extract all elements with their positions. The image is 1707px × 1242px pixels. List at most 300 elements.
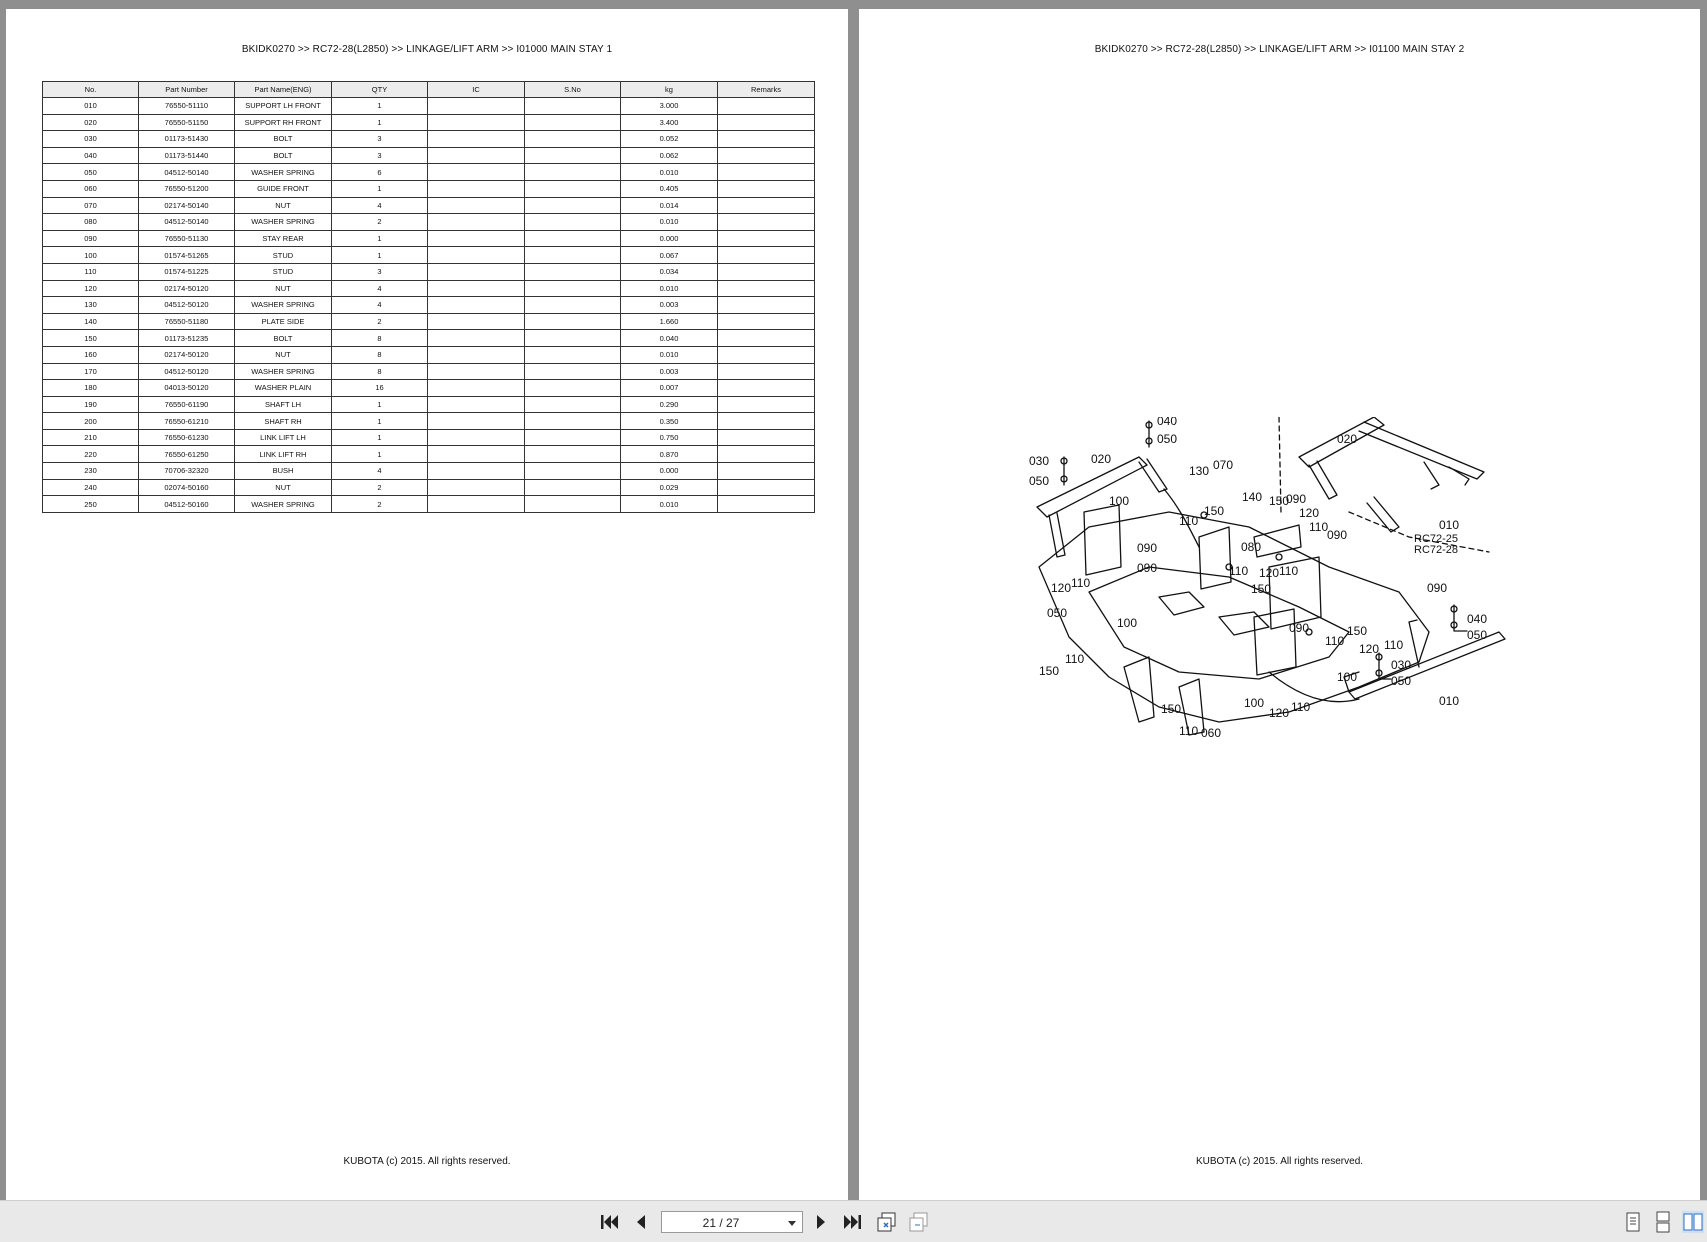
- table-cell: 1: [332, 413, 428, 430]
- callout-labels: [1029, 417, 1487, 740]
- table-cell: [718, 164, 815, 181]
- table-cell: 04512-50160: [139, 496, 235, 513]
- table-cell: 060: [43, 180, 139, 197]
- table-cell: [428, 280, 525, 297]
- table-cell: 090: [43, 230, 139, 247]
- svg-text:150: 150: [1347, 624, 1368, 638]
- table-cell: 190: [43, 396, 139, 413]
- svg-text:090: 090: [1137, 561, 1158, 575]
- page-number-select[interactable]: [661, 1211, 803, 1233]
- table-cell: 0.034: [621, 263, 718, 280]
- table-cell: 6: [332, 164, 428, 181]
- table-cell: 02174-50140: [139, 197, 235, 214]
- table-row: [43, 147, 815, 164]
- table-cell: 0.405: [621, 180, 718, 197]
- table-cell: 1: [332, 114, 428, 131]
- svg-text:110: 110: [1279, 564, 1299, 578]
- svg-text:050: 050: [1391, 674, 1412, 688]
- table-cell: 1: [332, 446, 428, 463]
- svg-text:120: 120: [1051, 581, 1072, 595]
- svg-text:110: 110: [1309, 520, 1329, 534]
- table-cell: 140: [43, 313, 139, 330]
- table-cell: 230: [43, 463, 139, 480]
- svg-text:110: 110: [1384, 638, 1404, 652]
- table-row: [43, 380, 815, 397]
- navigation-toolbar: [0, 1200, 1707, 1242]
- table-cell: [428, 214, 525, 231]
- table-cell: [718, 247, 815, 264]
- table-cell: 76550-51150: [139, 114, 235, 131]
- svg-text:030: 030: [1391, 658, 1412, 672]
- table-cell: 0.003: [621, 297, 718, 314]
- table-row: [43, 263, 815, 280]
- svg-text:010: 010: [1439, 518, 1460, 532]
- table-cell: 0.870: [621, 446, 718, 463]
- svg-text:100: 100: [1337, 670, 1358, 684]
- table-cell: 130: [43, 297, 139, 314]
- table-cell: 76550-51130: [139, 230, 235, 247]
- table-cell: 4: [332, 463, 428, 480]
- table-row: [43, 463, 815, 480]
- table-cell: 76550-61190: [139, 396, 235, 413]
- svg-text:120: 120: [1359, 642, 1380, 656]
- table-cell: [428, 114, 525, 131]
- table-cell: 160: [43, 346, 139, 363]
- table-cell: [718, 230, 815, 247]
- table-cell: 4: [332, 297, 428, 314]
- table-cell: LINK LIFT RH: [235, 446, 332, 463]
- table-cell: 0.062: [621, 147, 718, 164]
- table-cell: [718, 180, 815, 197]
- table-cell: 0.010: [621, 346, 718, 363]
- table-cell: [525, 230, 621, 247]
- page-left: [6, 9, 848, 1200]
- svg-text:110: 110: [1179, 514, 1199, 528]
- table-cell: 1: [332, 396, 428, 413]
- svg-text:090: 090: [1137, 541, 1158, 555]
- table-cell: 04013-50120: [139, 380, 235, 397]
- svg-text:120: 120: [1269, 706, 1290, 720]
- column-header: Remarks: [718, 82, 815, 98]
- last-page-icon[interactable]: [842, 1211, 864, 1233]
- table-cell: 16: [332, 380, 428, 397]
- table-cell: [525, 429, 621, 446]
- table-cell: LINK LIFT LH: [235, 429, 332, 446]
- table-cell: [718, 363, 815, 380]
- table-row: [43, 280, 815, 297]
- table-cell: WASHER SPRING: [235, 496, 332, 513]
- table-cell: 01574-51225: [139, 263, 235, 280]
- table-cell: 220: [43, 446, 139, 463]
- table-row: [43, 330, 815, 347]
- table-cell: [718, 214, 815, 231]
- table-cell: 4: [332, 197, 428, 214]
- table-row: [43, 114, 815, 131]
- svg-text:090: 090: [1286, 492, 1307, 506]
- table-cell: 8: [332, 330, 428, 347]
- table-cell: 0.052: [621, 131, 718, 148]
- table-cell: [718, 280, 815, 297]
- svg-text:120: 120: [1299, 506, 1320, 520]
- table-cell: [428, 446, 525, 463]
- table-cell: 04512-50120: [139, 363, 235, 380]
- table-cell: 76550-61250: [139, 446, 235, 463]
- table-cell: 04512-50140: [139, 214, 235, 231]
- plate-side-center: [1084, 505, 1121, 575]
- svg-text:100: 100: [1109, 494, 1130, 508]
- table-cell: 1: [332, 429, 428, 446]
- table-cell: 040: [43, 147, 139, 164]
- table-cell: BOLT: [235, 330, 332, 347]
- table-cell: 02174-50120: [139, 346, 235, 363]
- table-cell: 76550-61230: [139, 429, 235, 446]
- svg-text:150: 150: [1039, 664, 1060, 678]
- table-header-row: [43, 82, 815, 98]
- table-cell: 3: [332, 131, 428, 148]
- table-cell: [718, 297, 815, 314]
- table-cell: 04512-50140: [139, 164, 235, 181]
- column-header: IC: [428, 82, 525, 98]
- table-cell: 3: [332, 147, 428, 164]
- table-cell: 170: [43, 363, 139, 380]
- table-row: [43, 180, 815, 197]
- table-cell: 0.007: [621, 380, 718, 397]
- table-cell: [525, 247, 621, 264]
- table-cell: [718, 463, 815, 480]
- table-row: [43, 131, 815, 148]
- column-header: No.: [43, 82, 139, 98]
- table-cell: [525, 180, 621, 197]
- table-cell: 2: [332, 313, 428, 330]
- table-cell: [718, 496, 815, 513]
- table-row: [43, 496, 815, 513]
- table-cell: [718, 413, 815, 430]
- table-row: [43, 230, 815, 247]
- table-cell: [428, 346, 525, 363]
- table-cell: [525, 164, 621, 181]
- table-cell: 1: [332, 247, 428, 264]
- table-cell: 01173-51440: [139, 147, 235, 164]
- two-page-icon[interactable]: [1682, 1211, 1704, 1233]
- table-row: [43, 363, 815, 380]
- chassis-frame: [1039, 512, 1429, 722]
- table-cell: WASHER SPRING: [235, 164, 332, 181]
- svg-text:010: 010: [1439, 694, 1460, 708]
- table-cell: SUPPORT RH FRONT: [235, 114, 332, 131]
- table-cell: [718, 346, 815, 363]
- table-cell: 76550-51110: [139, 98, 235, 115]
- table-cell: [525, 131, 621, 148]
- table-cell: STAY REAR: [235, 230, 332, 247]
- svg-text:110: 110: [1065, 652, 1085, 666]
- table-cell: 210: [43, 429, 139, 446]
- svg-text:090: 090: [1327, 528, 1348, 542]
- table-cell: 76550-51180: [139, 313, 235, 330]
- column-header: Part Name(ENG): [235, 82, 332, 98]
- page-header: BKIDK0270 >> RC72-28(L2850) >> LINKAGE/LIFT ARM >> I01000 MAIN STAY 1: [241, 44, 613, 55]
- svg-text:030: 030: [1029, 454, 1050, 468]
- table-cell: [428, 396, 525, 413]
- table-cell: [428, 180, 525, 197]
- svg-text:050: 050: [1467, 628, 1488, 642]
- svg-text:110: 110: [1179, 724, 1199, 738]
- table-cell: 150: [43, 330, 139, 347]
- table-cell: 200: [43, 413, 139, 430]
- table-cell: 0.000: [621, 230, 718, 247]
- table-cell: [525, 313, 621, 330]
- table-cell: [525, 496, 621, 513]
- table-cell: [525, 479, 621, 496]
- table-cell: [428, 147, 525, 164]
- table-cell: 0.000: [621, 463, 718, 480]
- table-row: [43, 396, 815, 413]
- table-cell: [718, 330, 815, 347]
- table-cell: 070: [43, 197, 139, 214]
- svg-text:150: 150: [1251, 582, 1272, 596]
- table-cell: [718, 479, 815, 496]
- svg-text:RC72-25: RC72-25: [1414, 533, 1459, 545]
- table-cell: 3: [332, 263, 428, 280]
- svg-text:110: 110: [1325, 634, 1345, 648]
- table-cell: 3.000: [621, 98, 718, 115]
- svg-text:040: 040: [1467, 612, 1488, 626]
- table-row: [43, 297, 815, 314]
- svg-text:110: 110: [1291, 700, 1311, 714]
- table-cell: 1.660: [621, 313, 718, 330]
- table-cell: [525, 463, 621, 480]
- column-header: S.No: [525, 82, 621, 98]
- table-cell: [525, 147, 621, 164]
- table-cell: [525, 413, 621, 430]
- table-cell: [718, 147, 815, 164]
- page-indicator: 21 / 27: [702, 1216, 740, 1230]
- table-cell: 02074-50160: [139, 479, 235, 496]
- table-row: [43, 313, 815, 330]
- table-cell: 100: [43, 247, 139, 264]
- table-row: [43, 214, 815, 231]
- table-row: [43, 197, 815, 214]
- table-row: [43, 446, 815, 463]
- svg-text:050: 050: [1047, 606, 1068, 620]
- table-cell: [718, 197, 815, 214]
- table-cell: 8: [332, 363, 428, 380]
- table-cell: 0.350: [621, 413, 718, 430]
- svg-text:020: 020: [1337, 432, 1358, 446]
- table-cell: 080: [43, 214, 139, 231]
- table-cell: 250: [43, 496, 139, 513]
- prev-page-icon[interactable]: [630, 1211, 652, 1233]
- exploded-parts-diagram: [1029, 417, 1519, 777]
- table-cell: 2: [332, 214, 428, 231]
- table-cell: 1: [332, 230, 428, 247]
- page-footer: KUBOTA (c) 2015. All rights reserved.: [343, 1156, 511, 1167]
- table-cell: [525, 297, 621, 314]
- table-cell: 0.014: [621, 197, 718, 214]
- first-page-icon[interactable]: [598, 1211, 620, 1233]
- table-cell: 050: [43, 164, 139, 181]
- table-cell: [525, 114, 621, 131]
- single-page-icon[interactable]: [1622, 1211, 1644, 1233]
- table-row: [43, 429, 815, 446]
- table-cell: 0.750: [621, 429, 718, 446]
- table-cell: 70706-32320: [139, 463, 235, 480]
- table-cell: [525, 346, 621, 363]
- table-cell: [428, 247, 525, 264]
- table-cell: [428, 263, 525, 280]
- svg-text:150: 150: [1269, 494, 1290, 508]
- svg-text:100: 100: [1244, 696, 1265, 710]
- table-cell: [718, 396, 815, 413]
- table-cell: [428, 330, 525, 347]
- table-cell: GUIDE FRONT: [235, 180, 332, 197]
- table-row: [43, 413, 815, 430]
- table-cell: PLATE SIDE: [235, 313, 332, 330]
- table-cell: 0.003: [621, 363, 718, 380]
- table-cell: [428, 429, 525, 446]
- scroll-view-icon[interactable]: [1652, 1211, 1674, 1233]
- table-cell: NUT: [235, 346, 332, 363]
- table-cell: SUPPORT LH FRONT: [235, 98, 332, 115]
- table-cell: 110: [43, 263, 139, 280]
- svg-text:110: 110: [1229, 564, 1249, 578]
- table-cell: SHAFT LH: [235, 396, 332, 413]
- table-cell: [718, 131, 815, 148]
- svg-text:040: 040: [1157, 417, 1178, 428]
- svg-text:120: 120: [1259, 566, 1280, 580]
- support-lh-front: [1037, 457, 1147, 517]
- svg-text:060: 060: [1201, 726, 1222, 740]
- table-cell: [428, 463, 525, 480]
- table-cell: 0.010: [621, 214, 718, 231]
- table-cell: 01574-51265: [139, 247, 235, 264]
- table-cell: [718, 313, 815, 330]
- table-cell: [428, 131, 525, 148]
- table-row: [43, 164, 815, 181]
- table-cell: 030: [43, 131, 139, 148]
- table-cell: NUT: [235, 197, 332, 214]
- svg-text:100: 100: [1117, 616, 1138, 630]
- table-cell: [428, 297, 525, 314]
- table-cell: 02174-50120: [139, 280, 235, 297]
- facing-view-icon[interactable]: [908, 1211, 930, 1233]
- table-cell: 01173-51430: [139, 131, 235, 148]
- table-cell: [525, 363, 621, 380]
- table-cell: [428, 363, 525, 380]
- table-cell: [525, 396, 621, 413]
- table-row: [43, 247, 815, 264]
- table-cell: [428, 380, 525, 397]
- table-cell: [525, 214, 621, 231]
- table-cell: [525, 197, 621, 214]
- table-cell: BOLT: [235, 147, 332, 164]
- table-cell: [428, 313, 525, 330]
- table-cell: [428, 479, 525, 496]
- table-cell: [428, 164, 525, 181]
- table-cell: [525, 263, 621, 280]
- svg-text:070: 070: [1213, 458, 1234, 472]
- svg-text:110: 110: [1071, 576, 1091, 590]
- table-cell: 1: [332, 98, 428, 115]
- column-header: Part Number: [139, 82, 235, 98]
- table-cell: [428, 413, 525, 430]
- table-cell: 1: [332, 180, 428, 197]
- chevron-down-icon: [788, 1221, 796, 1226]
- table-cell: 2: [332, 479, 428, 496]
- table-cell: 04512-50120: [139, 297, 235, 314]
- table-cell: [718, 429, 815, 446]
- table-cell: [428, 197, 525, 214]
- column-header: QTY: [332, 82, 428, 98]
- table-cell: WASHER SPRING: [235, 363, 332, 380]
- svg-text:150: 150: [1204, 504, 1225, 518]
- table-cell: BOLT: [235, 131, 332, 148]
- svg-text:090: 090: [1289, 621, 1310, 635]
- table-cell: 4: [332, 280, 428, 297]
- table-cell: SHAFT RH: [235, 413, 332, 430]
- table-cell: 2: [332, 496, 428, 513]
- table-cell: [525, 446, 621, 463]
- table-cell: 3.400: [621, 114, 718, 131]
- table-cell: [718, 263, 815, 280]
- table-cell: NUT: [235, 280, 332, 297]
- table-cell: 76550-51200: [139, 180, 235, 197]
- svg-text:140: 140: [1242, 490, 1263, 504]
- table-cell: [718, 114, 815, 131]
- table-cell: 0.010: [621, 496, 718, 513]
- table-cell: [525, 280, 621, 297]
- page-right: [859, 9, 1700, 1200]
- table-cell: 0.010: [621, 164, 718, 181]
- table-cell: WASHER PLAIN: [235, 380, 332, 397]
- table-cell: 0.067: [621, 247, 718, 264]
- table-cell: 0.010: [621, 280, 718, 297]
- table-row: [43, 98, 815, 115]
- table-cell: 120: [43, 280, 139, 297]
- table-cell: STUD: [235, 263, 332, 280]
- table-cell: 180: [43, 380, 139, 397]
- column-header: kg: [621, 82, 718, 98]
- table-cell: 8: [332, 346, 428, 363]
- svg-text:050: 050: [1157, 432, 1178, 446]
- table-cell: 01173-51235: [139, 330, 235, 347]
- parts-table: [42, 81, 815, 513]
- svg-text:150: 150: [1161, 702, 1182, 716]
- table-cell: [428, 230, 525, 247]
- svg-text:050: 050: [1029, 474, 1050, 488]
- table-row: [43, 479, 815, 496]
- table-cell: [525, 380, 621, 397]
- table-cell: [525, 330, 621, 347]
- table-cell: [428, 98, 525, 115]
- continuous-view-icon[interactable]: [876, 1211, 898, 1233]
- table-cell: 0.029: [621, 479, 718, 496]
- svg-text:080: 080: [1241, 540, 1262, 554]
- table-cell: NUT: [235, 479, 332, 496]
- next-page-icon[interactable]: [810, 1211, 832, 1233]
- table-cell: 0.290: [621, 396, 718, 413]
- table-cell: [428, 496, 525, 513]
- table-cell: WASHER SPRING: [235, 297, 332, 314]
- svg-text:130: 130: [1189, 464, 1210, 478]
- table-cell: [718, 380, 815, 397]
- svg-text:020: 020: [1091, 452, 1112, 466]
- table-cell: WASHER SPRING: [235, 214, 332, 231]
- page-footer: KUBOTA (c) 2015. All rights reserved.: [1195, 1156, 1364, 1167]
- page-header: BKIDK0270 >> RC72-28(L2850) >> LINKAGE/LIFT ARM >> I01100 MAIN STAY 2: [1094, 44, 1465, 55]
- table-cell: STUD: [235, 247, 332, 264]
- table-row: [43, 346, 815, 363]
- table-cell: 240: [43, 479, 139, 496]
